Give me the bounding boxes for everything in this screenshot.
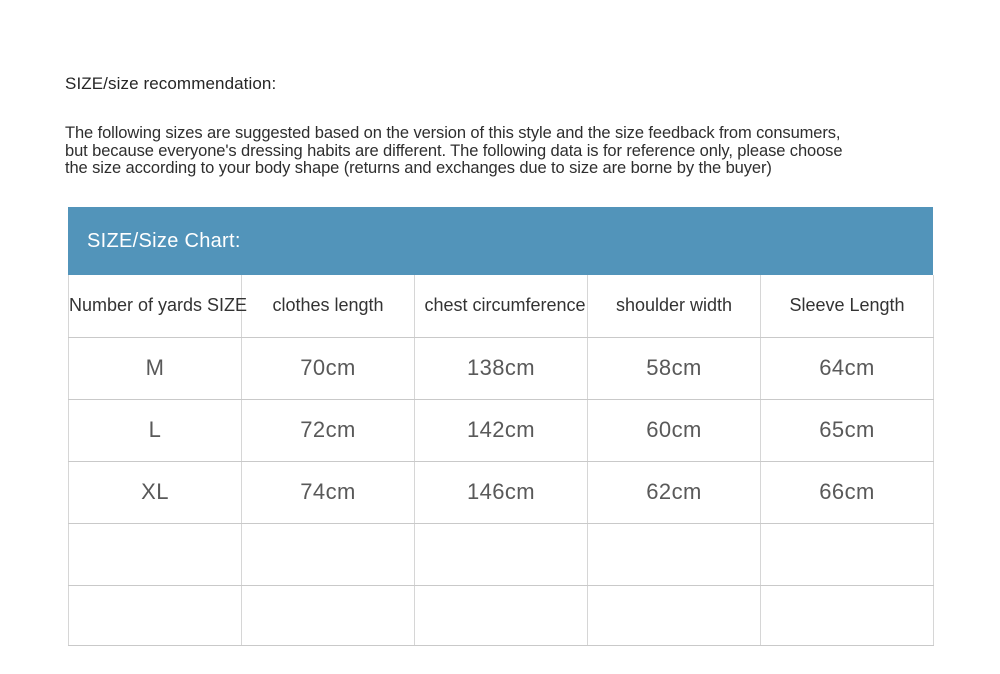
column-header-chest: chest circumference xyxy=(415,275,588,337)
empty-cell xyxy=(761,523,934,585)
shoulder-cell: 62cm xyxy=(588,461,761,523)
sleeve-cell: 64cm xyxy=(761,337,934,399)
empty-table-row xyxy=(69,523,934,585)
size-chart-header-bar xyxy=(68,207,933,275)
size-cell: L xyxy=(69,399,242,461)
table-row-xl xyxy=(69,461,934,523)
empty-cell xyxy=(415,585,588,645)
chest-cell: 138cm xyxy=(415,337,588,399)
empty-cell xyxy=(588,585,761,645)
size-cell: M xyxy=(69,337,242,399)
column-header-size: Number of yards SIZE xyxy=(69,275,242,337)
empty-table-row xyxy=(69,585,934,645)
size-description xyxy=(65,125,945,178)
chest-cell: 146cm xyxy=(415,461,588,523)
empty-cell xyxy=(69,523,242,585)
empty-cell xyxy=(415,523,588,585)
size-cell: XL xyxy=(69,461,242,523)
description-line-1: The following sizes are suggested based on the version of this style and the size feedback from consumers, xyxy=(65,124,841,142)
sleeve-cell: 65cm xyxy=(761,399,934,461)
table-row-m xyxy=(69,337,934,399)
column-header-clothes-length: clothes length xyxy=(242,275,415,337)
empty-cell xyxy=(761,585,934,645)
sleeve-cell: 66cm xyxy=(761,461,934,523)
column-header-shoulder-width: shoulder width xyxy=(588,275,761,337)
clothes-length-cell: 70cm xyxy=(242,337,415,399)
size-chart-title: SIZE/Size Chart: xyxy=(87,229,241,252)
section-title: SIZE/size recommendation: xyxy=(65,74,277,93)
table-header-row xyxy=(69,275,934,337)
table-row-l xyxy=(69,399,934,461)
clothes-length-cell: 72cm xyxy=(242,399,415,461)
size-chart-table xyxy=(68,275,934,646)
empty-cell xyxy=(242,523,415,585)
chest-cell: 142cm xyxy=(415,399,588,461)
description-line-3: the size according to your body shape (returns and exchanges due to size are borne by the buyer) xyxy=(65,159,772,177)
shoulder-cell: 58cm xyxy=(588,337,761,399)
empty-cell xyxy=(588,523,761,585)
shoulder-cell: 60cm xyxy=(588,399,761,461)
empty-cell xyxy=(242,585,415,645)
clothes-length-cell: 74cm xyxy=(242,461,415,523)
empty-cell xyxy=(69,585,242,645)
column-header-sleeve-length: Sleeve Length xyxy=(761,275,934,337)
description-line-2: but because everyone's dressing habits are different. The following data is for reference only, please choose xyxy=(65,141,843,160)
